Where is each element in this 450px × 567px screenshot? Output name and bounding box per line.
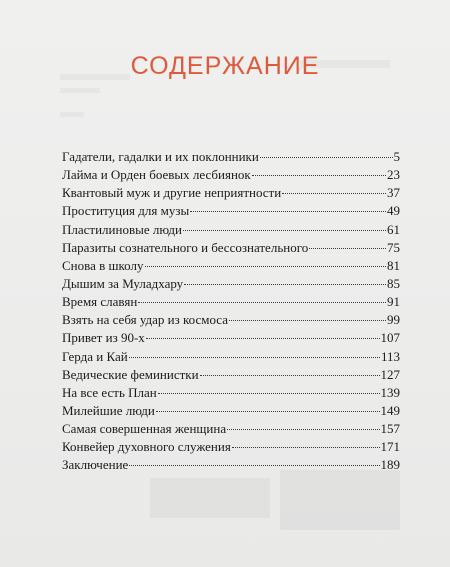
toc-entry-page-number: 5 xyxy=(393,149,400,164)
table-of-contents xyxy=(62,148,400,475)
dot-leader xyxy=(184,284,386,285)
toc-entry-page-number: 99 xyxy=(387,312,400,328)
toc-entry-title: Проституция для музы xyxy=(62,203,190,219)
toc-entry-title: Время славян xyxy=(62,294,138,310)
show-through-mark xyxy=(60,88,100,93)
toc-entry[interactable] xyxy=(62,384,400,402)
toc-entry-title: Гадатели, гадалки и их поклонники xyxy=(62,149,259,164)
toc-entry-title: Милейшие люди xyxy=(62,402,155,418)
toc-entry-title: Пластилиновые люди xyxy=(62,221,182,237)
dot-leader xyxy=(183,230,386,231)
dot-leader xyxy=(200,375,380,376)
dot-leader xyxy=(129,465,379,466)
toc-entry[interactable] xyxy=(62,221,400,239)
dot-leader xyxy=(129,357,380,358)
dot-leader xyxy=(252,175,386,176)
dot-leader xyxy=(282,193,386,194)
toc-entry[interactable] xyxy=(62,438,400,456)
dot-leader xyxy=(158,393,380,394)
toc-entry-title: Паразиты сознательного и бессознательного xyxy=(62,239,309,255)
toc-entry[interactable] xyxy=(62,275,400,293)
toc-entry-page-number: 139 xyxy=(380,384,400,400)
toc-entry[interactable] xyxy=(62,311,400,329)
toc-entry[interactable] xyxy=(62,420,400,438)
toc-entry[interactable] xyxy=(62,402,400,420)
toc-entry-page-number: 23 xyxy=(387,167,400,183)
toc-entry[interactable] xyxy=(62,148,400,166)
toc-entry-page-number: 107 xyxy=(380,330,400,346)
toc-entry[interactable] xyxy=(62,184,400,202)
toc-entry[interactable] xyxy=(62,329,400,347)
toc-entry-title: Взять на себя удар из космоса xyxy=(62,312,228,328)
toc-entry-title: Квантовый муж и другие неприятности xyxy=(62,185,282,201)
dot-leader xyxy=(156,411,380,412)
toc-entry[interactable] xyxy=(62,257,400,275)
dot-leader xyxy=(229,320,386,321)
toc-entry-title: Привет из 90-х xyxy=(62,330,145,346)
dot-leader xyxy=(138,302,386,303)
dot-leader xyxy=(145,266,387,267)
toc-entry-title: На все есть План xyxy=(62,384,157,400)
show-through-mark xyxy=(60,112,84,117)
toc-entry-title: Дышим за Муладхару xyxy=(62,275,184,291)
show-through-mark xyxy=(150,478,270,518)
toc-entry-page-number: 49 xyxy=(387,203,400,219)
dot-leader xyxy=(309,248,386,249)
toc-entry-page-number: 189 xyxy=(380,457,400,473)
toc-entry[interactable] xyxy=(62,166,400,184)
toc-entry-page-number: 113 xyxy=(380,348,400,364)
toc-entry[interactable] xyxy=(62,366,400,384)
toc-entry-title: Герда и Кай xyxy=(62,348,128,364)
toc-entry[interactable] xyxy=(62,239,400,257)
toc-entry-title: Снова в школу xyxy=(62,257,144,273)
dot-leader xyxy=(227,429,379,430)
toc-entry[interactable] xyxy=(62,456,400,474)
toc-entry-title: Заключение xyxy=(62,457,129,473)
toc-entry-page-number: 127 xyxy=(380,366,400,382)
toc-entry-page-number: 61 xyxy=(387,221,400,237)
toc-entry-title: Лайма и Орден боевых лесбиянок xyxy=(62,167,251,183)
toc-entry-page-number: 81 xyxy=(387,257,400,273)
dot-leader xyxy=(190,211,386,212)
show-through-mark xyxy=(280,470,400,530)
dot-leader xyxy=(232,447,380,448)
toc-entry-page-number: 157 xyxy=(380,421,400,437)
dot-leader xyxy=(146,338,380,339)
toc-entry-page-number: 75 xyxy=(387,239,400,255)
contents-heading: СОДЕРЖАНИЕ xyxy=(130,52,320,80)
toc-entry-page-number: 171 xyxy=(380,439,400,455)
toc-entry-title: Самая совершенная женщина xyxy=(62,421,227,437)
toc-entry[interactable] xyxy=(62,293,400,311)
toc-entry-page-number: 37 xyxy=(387,185,400,201)
dot-leader xyxy=(260,157,393,158)
toc-entry[interactable] xyxy=(62,202,400,220)
toc-entry-page-number: 149 xyxy=(380,402,400,418)
toc-entry[interactable] xyxy=(62,348,400,366)
toc-entry-page-number: 91 xyxy=(387,294,400,310)
toc-entry-title: Конвейер духовного служения xyxy=(62,439,231,455)
toc-entry-page-number: 85 xyxy=(387,275,400,291)
toc-entry-title: Ведические феминистки xyxy=(62,366,199,382)
